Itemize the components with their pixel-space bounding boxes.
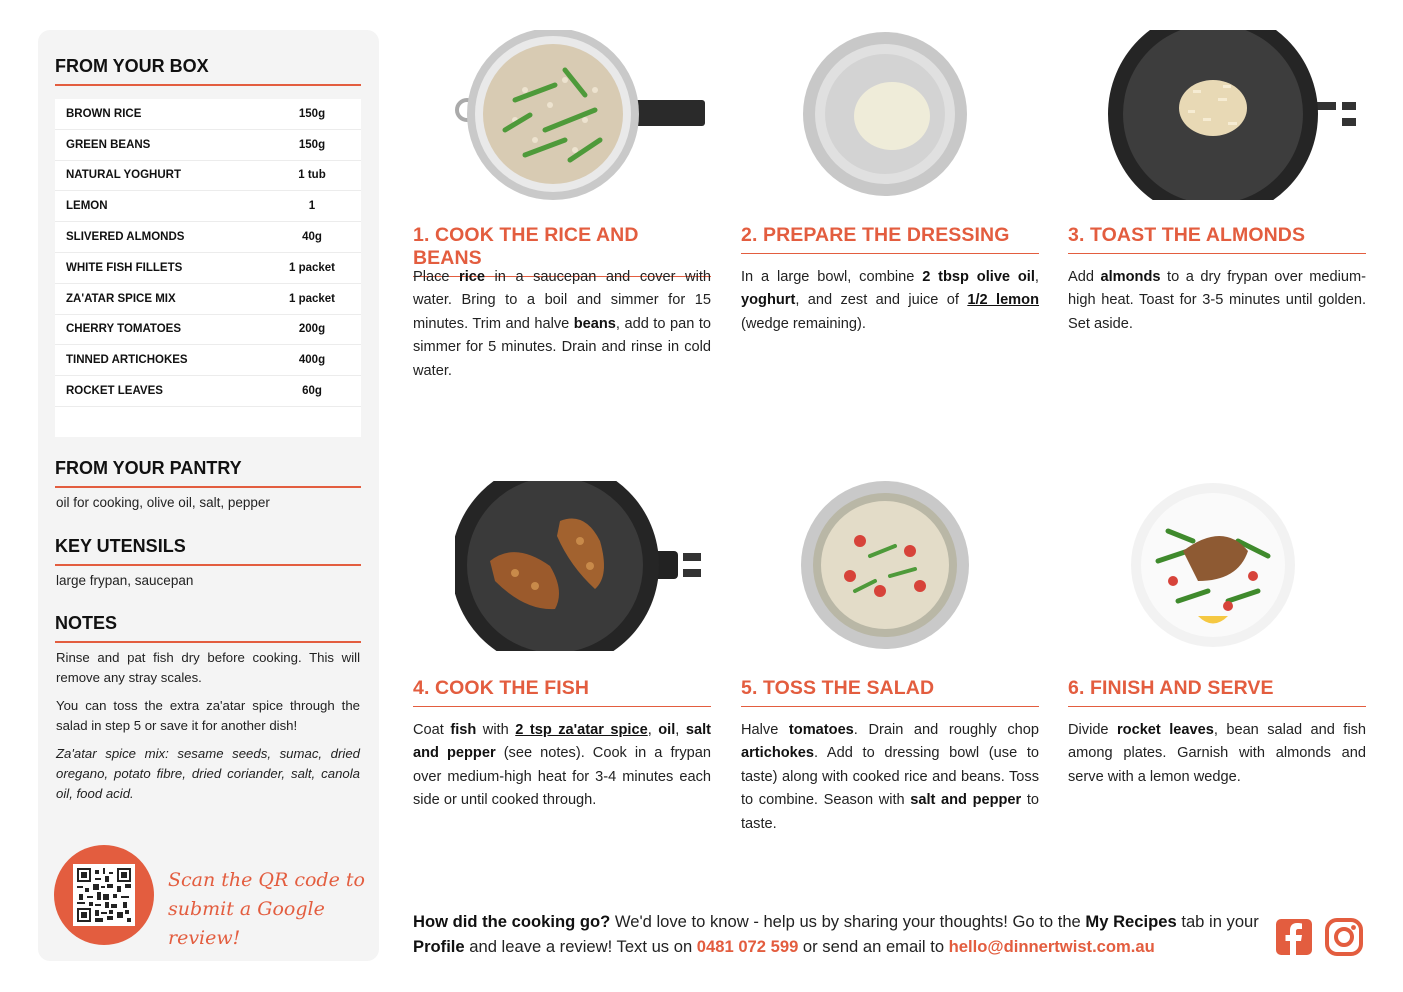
step-5-body: Halve tomatoes. Drain and roughly chop artichokes. Add to dressing bowl (use to taste) along with cooked rice and beans. Toss to combine. Season with salt and pepper to taste. <box>741 722 1040 832</box>
step-6-body: Divide rocket leaves, bean salad and fish among plates. Garnish with almonds and serve with a lemon wedge. <box>1068 722 1367 785</box>
bowl-dressing-image <box>800 30 970 200</box>
table-row: SLIVERED ALMONDS 40g <box>55 222 361 253</box>
qr-code-icon[interactable] <box>73 864 135 926</box>
step-2-body: In a large bowl, combine 2 tbsp olive oil, yoghurt, and zest and juice of 1/2 lemon (wedge remaining). <box>741 269 1039 332</box>
email-link[interactable]: hello@dinnertwist.com.au <box>948 937 1155 956</box>
step-5-title: 5. TOSS THE SALAD <box>741 677 1039 707</box>
feedback-footer: How did the cooking go? We'd love to know - help us by sharing your thoughts! Go to the My Recipes tab in your Profile and leave a review! Text us on 0481 072 599 or send an email to hello@dinnertwist.com.au <box>413 912 1259 956</box>
box-ingredients-table <box>55 99 361 437</box>
table-row: ZA'ATAR SPICE MIX 1 packet <box>55 284 361 315</box>
note-paragraph: Rinse and pat fish dry before cooking. This will remove any stray scales. <box>56 650 360 685</box>
instagram-icon[interactable] <box>1325 918 1363 956</box>
table-row: BROWN RICE 150g <box>55 99 361 130</box>
facebook-icon[interactable] <box>1275 918 1313 956</box>
step-2-title: 2. PREPARE THE DRESSING <box>741 224 1039 254</box>
step-4-title: 4. COOK THE FISH <box>413 677 711 707</box>
phone-link[interactable]: 0481 072 599 <box>696 937 799 956</box>
qr-badge[interactable] <box>54 845 154 945</box>
table-row: CHERRY TOMATOES 200g <box>55 315 361 346</box>
table-row: ROCKET LEAVES 60g <box>55 376 361 407</box>
step-1-body: Place rice in a saucepan and cover with water. Bring to a boil and simmer for 15 minutes. Trim and halve beans, add to pan to simmer for 5 minutes. Drain and rinse in cold water. <box>413 269 711 379</box>
step-3-body: Add almonds to a dry frypan over medium-high heat. Toast for 3-5 minutes until golden. Set aside. <box>1068 269 1366 332</box>
step-4-body: Coat fish with 2 tsp za'atar spice, oil, salt and pepper (see notes). Cook in a frypan over medium-high heat for 3-4 minutes each side or until cooked through. <box>413 722 712 809</box>
utensils-text: large frypan, saucepan <box>56 573 194 588</box>
ingredients-sidebar <box>38 30 379 961</box>
utensils-title: KEY UTENSILS <box>55 536 361 566</box>
note-paragraph: You can toss the extra za'atar spice through the salad in step 5 or save it for another dish! <box>56 698 360 733</box>
plated-dish-image <box>1128 481 1298 651</box>
notes-body <box>56 648 360 812</box>
table-row: TINNED ARTICHOKES 400g <box>55 345 361 376</box>
step-1-title: 1. COOK THE RICE AND BEANS <box>413 224 711 277</box>
pantry-text: oil for cooking, olive oil, salt, pepper <box>56 495 270 510</box>
table-row: NATURAL YOGHURT 1 tub <box>55 161 361 192</box>
step-3-title: 3. TOAST THE ALMONDS <box>1068 224 1366 254</box>
frypan-almonds-image <box>1108 30 1363 200</box>
note-paragraph: Za'atar spice mix: sesame seeds, sumac, dried oregano, potato fibre, dried coriander, salt, canola oil, food acid. <box>56 746 360 801</box>
step-6-title: 6. FINISH AND SERVE <box>1068 677 1366 707</box>
qr-caption: Scan the QR code to submit a Google review! <box>168 869 365 949</box>
salad-bowl-image <box>800 481 970 651</box>
pantry-title: FROM YOUR PANTRY <box>55 458 361 488</box>
frypan-fish-image <box>455 481 705 651</box>
saucepan-rice-beans-image <box>455 30 705 200</box>
table-row: WHITE FISH FILLETS 1 packet <box>55 253 361 284</box>
table-row: GREEN BEANS 150g <box>55 130 361 161</box>
notes-title: NOTES <box>55 613 361 643</box>
from-box-title: FROM YOUR BOX <box>55 56 361 86</box>
table-row: LEMON 1 <box>55 191 361 222</box>
